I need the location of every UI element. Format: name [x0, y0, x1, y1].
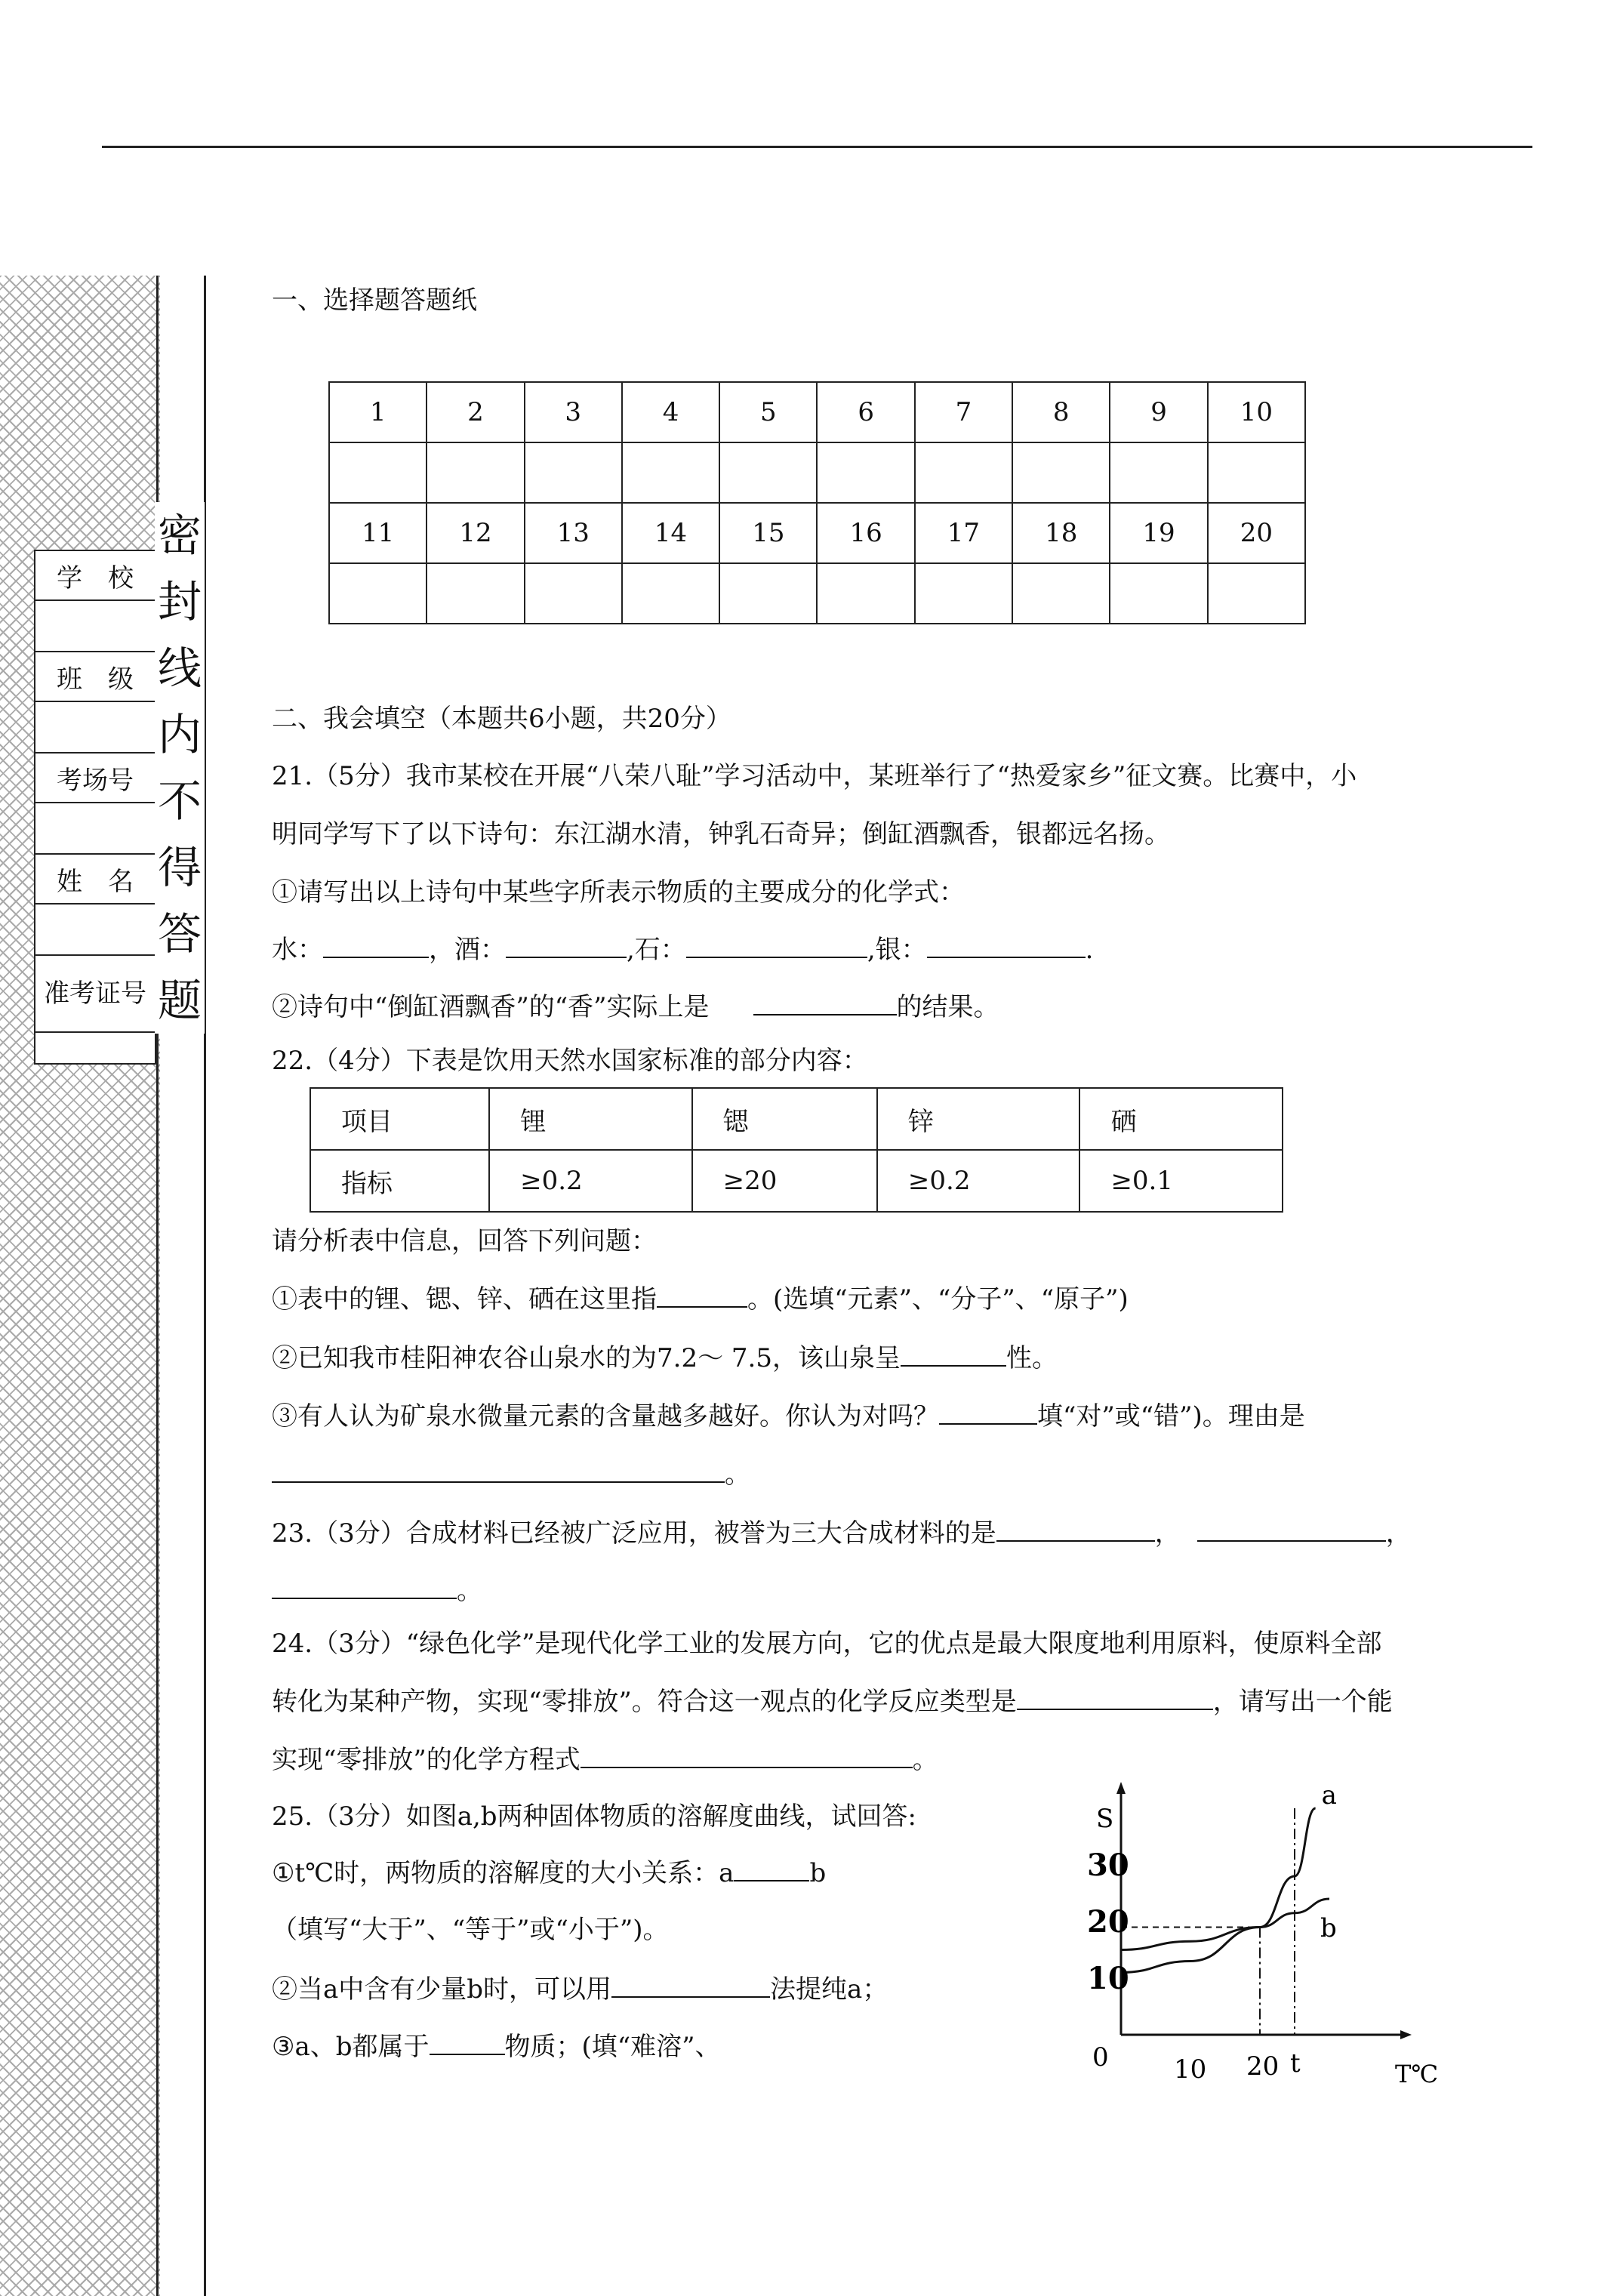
table-cell: ≥0.1	[1079, 1150, 1283, 1212]
q25-blank-method[interactable]	[611, 1974, 770, 1998]
seal-char: 得	[157, 842, 202, 893]
series-label-b: b	[1320, 1913, 1337, 1943]
info-label-exam-id: 准考证号	[35, 955, 156, 1032]
x-tick-label: 20	[1246, 2051, 1280, 2082]
q21-label-water: 水：	[272, 935, 323, 965]
q22-part1-options: 。(选填“元素”、“分子”、“原子”)	[747, 1284, 1129, 1314]
q21-blank-wine[interactable]	[506, 934, 627, 958]
q21-line1: 21.（5分）我市某校在开展“八荣八耻”学习活动中，某班举行了“热爱家乡”征文赛。比赛中，小	[272, 761, 1357, 791]
q25-line1: 25.（3分）如图a,b两种固体物质的溶解度曲线，试回答:	[272, 1801, 916, 1832]
answer-cell[interactable]	[915, 442, 1012, 503]
q21-line5	[272, 991, 999, 1022]
question-number: 10	[1208, 382, 1305, 442]
q25-line3: （填写“大于”、“等于”或“小于”)。	[272, 1915, 669, 1945]
question-number: 13	[525, 503, 622, 563]
q22-title: 22.（4分）下表是饮用天然水国家标准的部分内容：	[272, 1046, 868, 1076]
q25-purify-suffix: 法提纯a；	[770, 1974, 888, 2005]
q21-blank-stone[interactable]	[686, 934, 867, 958]
q24-period: 。	[912, 1745, 938, 1775]
table-header-row	[310, 1088, 1283, 1150]
q25-line2	[272, 1857, 826, 1888]
q24-line1: 24.（3分）“绿色化学”是现代化学工业的发展方向，它的优点是最大限度地利用原料，使原料全部	[272, 1629, 1382, 1659]
answer-cell[interactable]	[1208, 442, 1305, 503]
answer-cell[interactable]	[1208, 563, 1305, 624]
q21-blank-silver[interactable]	[927, 934, 1086, 958]
answer-cell[interactable]	[622, 563, 719, 624]
q25-compare-prompt: ①t℃时，两物质的溶解度的大小关系：a	[272, 1858, 735, 1888]
question-number: 17	[915, 503, 1012, 563]
answer-cell[interactable]	[329, 442, 427, 503]
q25-blank-class[interactable]	[430, 2031, 505, 2055]
q23-comma: ，	[1385, 1518, 1412, 1549]
table-header: 项目	[310, 1088, 489, 1150]
answer-cell[interactable]	[525, 563, 622, 624]
answer-blank-row	[329, 442, 1305, 503]
question-number: 19	[1110, 503, 1207, 563]
q21-label-stone: ,石：	[627, 935, 686, 965]
answer-cell[interactable]	[719, 442, 817, 503]
q24-suffix: ，请写出一个能	[1212, 1687, 1393, 1717]
table-cell: ≥0.2	[489, 1150, 692, 1212]
seal-char: 题	[157, 975, 202, 1026]
q21-blank-water[interactable]	[323, 934, 429, 958]
chart-labels	[1087, 1780, 1438, 2088]
answer-cell[interactable]	[427, 442, 524, 503]
q23-line2	[272, 1575, 482, 1606]
q22-blank-judgement[interactable]	[939, 1401, 1037, 1425]
question-number: 5	[719, 382, 817, 442]
q23-period: 。	[457, 1576, 482, 1606]
q21-label-wine: ，酒：	[429, 935, 506, 965]
table-header: 锶	[692, 1088, 877, 1150]
table-cell: 指标	[310, 1150, 489, 1212]
q21-period: .	[1085, 935, 1094, 965]
info-field-exam-id[interactable]	[35, 1032, 156, 1064]
q22-part3-options: 填“对”或“错”)。理由是	[1037, 1401, 1305, 1432]
table-header: 锌	[877, 1088, 1080, 1150]
question-number: 7	[915, 382, 1012, 442]
table-cell: ≥20	[692, 1150, 877, 1212]
solubility-chart	[1057, 1767, 1449, 2091]
q21-blank-fragrance[interactable]	[753, 991, 897, 1015]
q24-equation-prompt: 实现“零排放”的化学方程式	[272, 1745, 581, 1775]
q25-line5	[272, 2031, 721, 2062]
answer-number-row	[329, 382, 1305, 442]
info-field-room[interactable]	[35, 803, 156, 854]
q25-class-prompt: ③a、b都属于	[272, 2032, 430, 2062]
y-tick-label: 10	[1087, 1961, 1129, 1996]
q22-part2-suffix: 性。	[1006, 1343, 1058, 1373]
info-label-name: 姓 名	[35, 854, 156, 904]
chart-axes	[1116, 1782, 1412, 2039]
question-number: 14	[622, 503, 719, 563]
answer-cell[interactable]	[525, 442, 622, 503]
x-tick-label: 10	[1174, 2054, 1207, 2085]
answer-cell[interactable]	[1110, 442, 1207, 503]
q22-blank-reason[interactable]	[272, 1459, 725, 1483]
answer-blank-row	[329, 563, 1305, 624]
q22-part1-prompt: ①表中的锂、锶、锌、硒在这里指	[272, 1284, 657, 1314]
q22-blank-property[interactable]	[901, 1342, 1006, 1367]
q22-reason-period: 。	[725, 1459, 750, 1490]
info-label-school: 学 校	[35, 550, 156, 600]
chart-series	[1121, 1808, 1329, 1973]
q23-comma: ，	[1154, 1518, 1181, 1549]
q24-blank-equation[interactable]	[581, 1744, 913, 1768]
seal-char: 内	[157, 709, 202, 760]
q24-prompt: 转化为某种产物，实现“零排放”。符合这一观点的化学反应类型是	[272, 1687, 1017, 1717]
question-number: 1	[329, 382, 427, 442]
water-standard-table	[310, 1087, 1283, 1213]
q22-part3	[272, 1401, 1305, 1432]
series-curve-b	[1121, 1899, 1329, 1950]
q22-part2	[272, 1342, 1058, 1373]
info-field-school[interactable]	[35, 600, 156, 652]
question-number: 2	[427, 382, 524, 442]
info-field-class[interactable]	[35, 701, 156, 753]
q21-label-silver: ,银：	[867, 935, 927, 965]
seal-char: 密	[157, 510, 202, 561]
q22-ask: 请分析表中信息，回答下列问题：	[272, 1226, 657, 1256]
answer-cell[interactable]	[329, 563, 427, 624]
y-tick-label: 20	[1087, 1904, 1129, 1940]
y-tick-label: 30	[1087, 1848, 1129, 1883]
table-header: 锂	[489, 1088, 692, 1150]
question-number: 4	[622, 382, 719, 442]
answer-grid	[328, 381, 1306, 624]
seal-char: 线	[157, 643, 202, 694]
seal-char: 封	[157, 576, 202, 627]
q25-compare-b: b	[809, 1858, 827, 1888]
q25-purify-prompt: ②当a中含有少量b时，可以用	[272, 1974, 612, 2005]
q21-fragrance-prompt: ②诗句中“倒缸酒飘香”的“香”实际上是	[272, 992, 710, 1022]
info-field-name[interactable]	[35, 904, 156, 955]
info-label-class: 班 级	[35, 652, 156, 701]
q22-part2-prompt: ②已知我市桂阳神农谷山泉水的为7.2～ 7.5，该山泉呈	[272, 1343, 901, 1373]
y-axis-label: S	[1096, 1804, 1114, 1834]
answer-cell[interactable]	[1110, 563, 1207, 624]
q23-prompt: 23.（3分）合成材料已经被广泛应用，被誉为三大合成材料的是	[272, 1518, 996, 1549]
answer-cell[interactable]	[622, 442, 719, 503]
seal-char: 答	[157, 908, 202, 960]
q21-line2: 明同学写下了以下诗句：东江湖水清，钟乳石奇异；倒缸酒飘香，银都远名扬。	[272, 819, 1170, 849]
info-label-room: 考场号	[35, 753, 156, 803]
q22-part3-prompt: ③有人认为矿泉水微量元素的含量越多越好。你认为对吗？	[272, 1401, 939, 1432]
seal-char: 不	[157, 775, 202, 827]
q23-blank-2[interactable]	[1197, 1518, 1386, 1542]
q22-part1	[272, 1284, 1129, 1314]
q23-blank-1[interactable]	[996, 1518, 1155, 1542]
table-cell: ≥0.2	[877, 1150, 1080, 1212]
question-number: 20	[1208, 503, 1305, 563]
question-number: 9	[1110, 382, 1207, 442]
answer-cell[interactable]	[817, 442, 914, 503]
answer-cell[interactable]	[719, 563, 817, 624]
x-axis-arrow-icon	[1400, 2030, 1412, 2039]
answer-cell[interactable]	[915, 563, 1012, 624]
answer-cell[interactable]	[1012, 442, 1110, 503]
question-number: 12	[427, 503, 524, 563]
table-row	[310, 1150, 1283, 1212]
y-axis-arrow-icon	[1116, 1782, 1126, 1794]
x-tick-label: t	[1290, 2048, 1301, 2079]
x-axis-label: T℃	[1395, 2060, 1439, 2088]
q25-line4	[272, 1974, 888, 2005]
answer-cell[interactable]	[1012, 563, 1110, 624]
question-number: 8	[1012, 382, 1110, 442]
student-info-table	[34, 550, 156, 1065]
series-label-a: a	[1321, 1780, 1337, 1811]
answer-cell[interactable]	[817, 563, 914, 624]
x-tick-label: 0	[1092, 2042, 1109, 2073]
table-header: 硒	[1079, 1088, 1283, 1150]
q25-class-options: 物质；(填“难溶”、	[504, 2032, 721, 2062]
seal-warning-text	[155, 502, 205, 1034]
q21-line3: ①请写出以上诗句中某些字所表示物质的主要成分的化学式：	[272, 877, 965, 908]
q25-blank-compare[interactable]	[734, 1857, 809, 1881]
q22-blank-element[interactable]	[657, 1284, 747, 1308]
answer-cell[interactable]	[427, 563, 524, 624]
question-number: 11	[329, 503, 427, 563]
q24-blank-reaction-type[interactable]	[1017, 1686, 1213, 1710]
question-number: 18	[1012, 503, 1110, 563]
q24-line2	[272, 1686, 1393, 1717]
q24-line3	[272, 1744, 938, 1775]
q21-fragrance-suffix: 的结果。	[896, 992, 999, 1022]
question-number: 16	[817, 503, 914, 563]
q22-part3-reason	[272, 1459, 750, 1490]
question-number: 3	[525, 382, 622, 442]
answer-number-row	[329, 503, 1305, 563]
q21-line4	[272, 934, 1093, 965]
question-number: 15	[719, 503, 817, 563]
question-number: 6	[817, 382, 914, 442]
q23-blank-3[interactable]	[272, 1575, 457, 1599]
top-rule	[102, 146, 1532, 148]
q23-line1	[272, 1518, 1412, 1549]
section2-title: 二、我会填空（本题共6小题，共20分）	[272, 704, 731, 734]
section1-title: 一、选择题答题纸	[272, 285, 477, 316]
